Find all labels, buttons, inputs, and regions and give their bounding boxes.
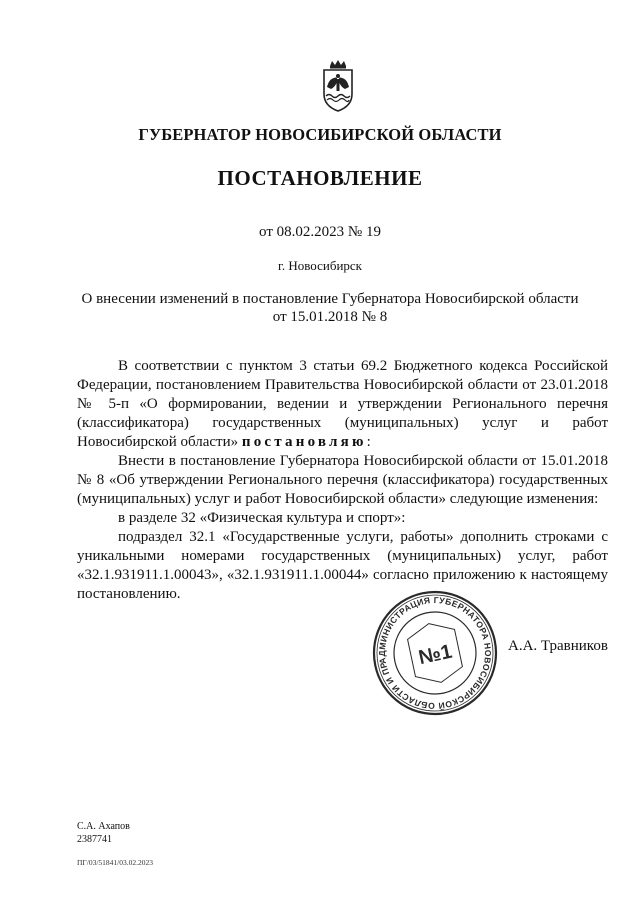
paragraph-1-text: В соответствии с пунктом 3 статьи 69.2 Бюджетного кодекса Российской Федерации, постановлением Правительства Новосибирской области от 23.01.2018 № 5-п «О формировании, ведении и утверждении Регионального перечня (классификатора) государственных (муниципальных) услуг и работ Новосибирской области» [77, 358, 608, 450]
document-type: ПОСТАНОВЛЕНИЕ [217, 166, 423, 190]
document-body [77, 357, 608, 604]
body-paragraph-4: подраздел 32.1 «Государственные услуги, работы» дополнить строками с уникальными номерами государственных (муниципальных) услуг, работ «32.1.931911.1.00043», «32.1.931911.1.00044» согласно приложению к настоящему постановлению. [77, 529, 608, 602]
executor-phone: 2387741 [77, 834, 112, 845]
coat-of-arms-icon [318, 60, 358, 112]
document-city: г. Новосибирск [277, 258, 362, 273]
official-seal-stamp [371, 589, 499, 717]
decree-word: постановляю [241, 434, 367, 450]
executor-block [77, 820, 130, 846]
body-paragraph-1 [77, 357, 608, 452]
seal-center-number: №1 [416, 640, 455, 670]
document-code: ПГ/03/51841/03.02.2023 [77, 858, 154, 867]
body-paragraph-3: в разделе 32 «Физическая культура и спорт»: [118, 510, 406, 526]
authority-title: ГУБЕРНАТОР НОВОСИБИРСКОЙ ОБЛАСТИ [138, 125, 502, 144]
decree-colon: : [366, 434, 371, 450]
executor-name: С.А. Ахапов [77, 821, 130, 832]
seal-outer-text: АДМИНИСТРАЦИЯ ГУБЕРНАТОРА НОВОСИБИРСКОЙ ОБЛАСТИ И ПРАВИТЕЛЬСТВА [376, 594, 494, 712]
document-date-number: от 08.02.2023 № 19 [259, 224, 381, 240]
signer-name: А.А. Травников [508, 638, 608, 654]
subject-line-2: от 15.01.2018 № 8 [272, 309, 388, 325]
document-subject [60, 290, 600, 326]
body-paragraph-2: Внести в постановление Губернатора Новосибирской области от 15.01.2018 № 8 «Об утверждении Регионального перечня (классификатора) государственных (муниципальных) услуг и работ Новосибирской области» следующие изменения: [77, 453, 608, 507]
subject-line-1: О внесении изменений в постановление Губернатора Новосибирской области [81, 291, 579, 307]
